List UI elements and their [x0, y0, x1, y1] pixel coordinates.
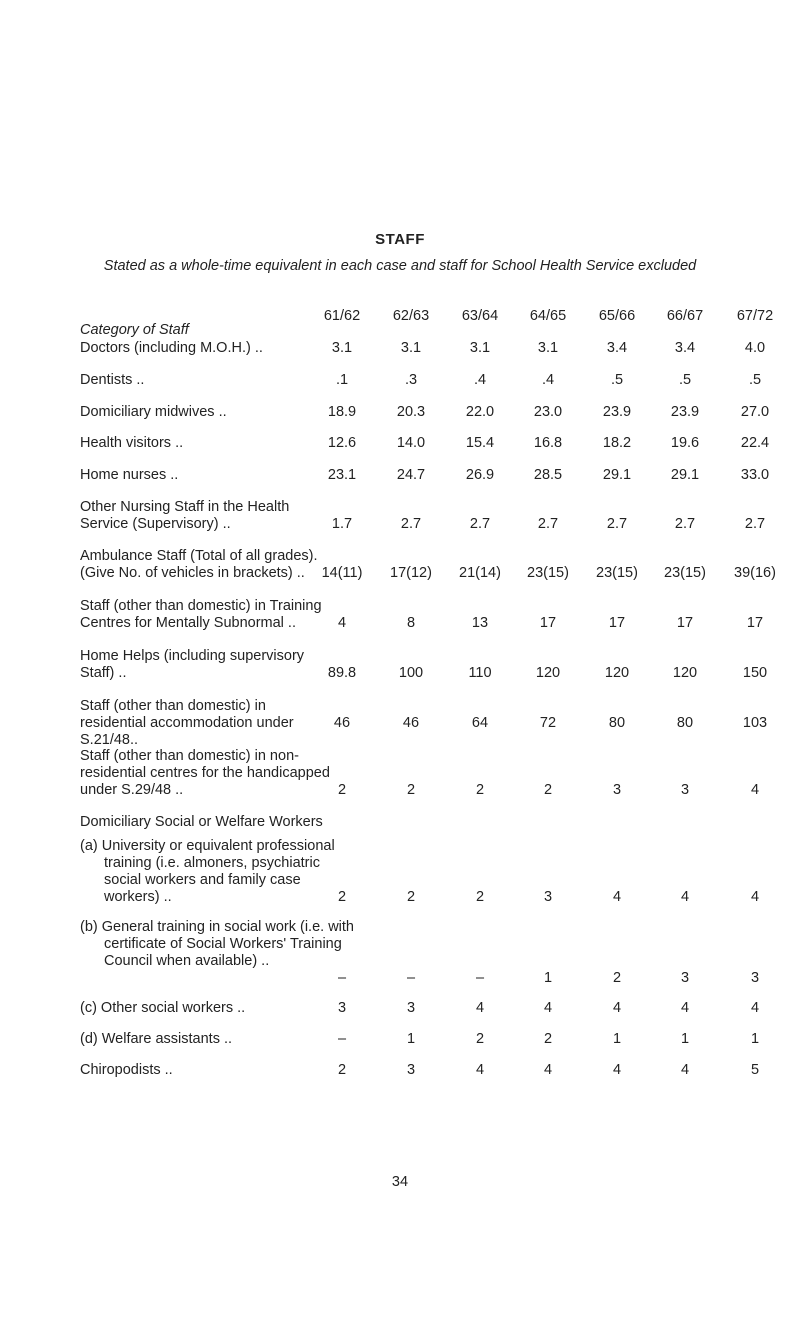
year-header: 62/63: [392, 308, 430, 324]
table-cell: 39(16): [734, 565, 776, 581]
table-cell: 33.0: [740, 467, 770, 483]
year-header: 63/64: [461, 308, 499, 324]
row-label: (a) University or equivalent professional training (i.e. almoners, psychiatric social workers and family case workers) ..: [80, 838, 335, 905]
table-cell: 2.7: [400, 516, 422, 532]
table-cell: 5: [750, 1062, 760, 1078]
table-cell: 23(15): [596, 565, 638, 581]
year-header: 67/72: [736, 308, 774, 324]
table-cell: 14(11): [321, 565, 363, 581]
table-cell: 4.0: [744, 340, 766, 356]
category-header: Category of Staff: [80, 322, 189, 338]
table-cell: 2: [337, 889, 347, 905]
row-label: Domiciliary Social or Welfare Workers: [80, 814, 323, 830]
table-cell: 2: [612, 970, 622, 986]
table-cell: 14.0: [396, 435, 426, 451]
table-cell: 2.7: [744, 516, 766, 532]
table-cell: 2.7: [469, 516, 491, 532]
table-cell: 18.2: [602, 435, 632, 451]
table-cell: 3: [750, 970, 760, 986]
table-cell: 120: [672, 665, 698, 681]
table-cell: 18.9: [327, 404, 357, 420]
row-label: Ambulance Staff (Total of all grades). (Give No. of vehicles in brackets) ..: [80, 548, 318, 581]
table-cell: 23.0: [533, 404, 563, 420]
table-cell: 23.9: [602, 404, 632, 420]
table-cell: 150: [742, 665, 768, 681]
table-cell: 22.0: [465, 404, 495, 420]
page-title: STAFF: [375, 231, 425, 248]
table-cell: 4: [337, 615, 347, 631]
table-cell: 23.1: [327, 467, 357, 483]
row-label: (b) General training in social work (i.e. with certificate of Social Workers' Training Council when available) ..: [80, 919, 354, 969]
table-cell: 4: [612, 1062, 622, 1078]
table-cell: 4: [750, 889, 760, 905]
table-cell: 2: [475, 782, 485, 798]
row-label: Staff (other than domestic) in residential accommodation under S.21/48..: [80, 698, 294, 748]
row-label: Health visitors ..: [80, 435, 184, 451]
table-cell: 4: [680, 889, 690, 905]
table-cell: 12.6: [327, 435, 357, 451]
table-cell: 17(12): [390, 565, 432, 581]
table-cell: .5: [610, 372, 624, 388]
table-cell: –: [337, 1031, 347, 1047]
table-cell: 22.4: [740, 435, 770, 451]
row-label: Dentists ..: [80, 372, 145, 388]
table-cell: 4: [475, 1000, 485, 1016]
table-cell: 3.4: [674, 340, 696, 356]
table-cell: 2: [543, 1031, 553, 1047]
table-cell: 4: [680, 1062, 690, 1078]
table-cell: 2.7: [537, 516, 559, 532]
table-cell: 29.1: [670, 467, 700, 483]
table-cell: 3: [406, 1000, 416, 1016]
table-cell: –: [337, 970, 347, 986]
table-cell: 46: [333, 715, 351, 731]
table-cell: 120: [535, 665, 561, 681]
table-cell: 2: [543, 782, 553, 798]
table-cell: 28.5: [533, 467, 563, 483]
table-cell: 1: [680, 1031, 690, 1047]
table-cell: 27.0: [740, 404, 770, 420]
row-label: Domiciliary midwives ..: [80, 404, 227, 420]
row-label: Chiropodists ..: [80, 1062, 173, 1078]
table-cell: 64: [471, 715, 489, 731]
table-cell: 4: [680, 1000, 690, 1016]
row-label: Staff (other than domestic) in non-residential centres for the handicapped under S.29/48 ..: [80, 748, 330, 798]
table-cell: 3: [543, 889, 553, 905]
year-header: 66/67: [666, 308, 704, 324]
table-cell: 72: [539, 715, 557, 731]
year-header: 61/62: [323, 308, 361, 324]
table-cell: .4: [473, 372, 487, 388]
table-cell: 100: [398, 665, 424, 681]
table-cell: 80: [608, 715, 626, 731]
table-cell: 8: [406, 615, 416, 631]
table-cell: 3: [337, 1000, 347, 1016]
table-cell: 110: [468, 665, 492, 681]
table-cell: 13: [471, 615, 489, 631]
table-cell: 2: [406, 782, 416, 798]
year-header: 65/66: [598, 308, 636, 324]
page-subtitle: Stated as a whole-time equivalent in each case and staff for School Health Service excluded: [103, 258, 697, 274]
table-cell: 4: [543, 1000, 553, 1016]
table-cell: 3.1: [469, 340, 491, 356]
table-cell: 3: [406, 1062, 416, 1078]
table-cell: 103: [742, 715, 768, 731]
row-label: Home nurses ..: [80, 467, 179, 483]
row-label: (d) Welfare assistants ..: [80, 1031, 233, 1047]
table-cell: 15.4: [465, 435, 495, 451]
row-label: Staff (other than domestic) in Training Centres for Mentally Subnormal ..: [80, 598, 322, 631]
table-cell: .1: [335, 372, 349, 388]
table-cell: 23(15): [527, 565, 569, 581]
table-cell: 2: [475, 889, 485, 905]
table-cell: .4: [541, 372, 555, 388]
table-cell: 17: [676, 615, 694, 631]
table-cell: 4: [612, 889, 622, 905]
table-cell: 3.1: [400, 340, 422, 356]
table-cell: 80: [676, 715, 694, 731]
table-cell: 1.7: [331, 516, 353, 532]
table-cell: 29.1: [602, 467, 632, 483]
table-cell: 3: [680, 970, 690, 986]
table-cell: 19.6: [670, 435, 700, 451]
row-label: (c) Other social workers ..: [80, 1000, 246, 1016]
table-cell: 2: [337, 782, 347, 798]
table-cell: 4: [750, 1000, 760, 1016]
table-cell: 1: [612, 1031, 622, 1047]
table-cell: 2: [475, 1031, 485, 1047]
table-cell: 4: [750, 782, 760, 798]
table-cell: 1: [406, 1031, 416, 1047]
table-cell: 21(14): [459, 565, 501, 581]
table-cell: 2: [406, 889, 416, 905]
table-cell: 23(15): [664, 565, 706, 581]
table-cell: 17: [746, 615, 764, 631]
table-cell: 2: [337, 1062, 347, 1078]
table-cell: –: [475, 970, 485, 986]
table-cell: 2.7: [674, 516, 696, 532]
table-cell: .3: [404, 372, 418, 388]
table-cell: –: [406, 970, 416, 986]
table-cell: 3.1: [537, 340, 559, 356]
table-cell: 3.1: [331, 340, 353, 356]
table-cell: 2.7: [606, 516, 628, 532]
table-cell: .5: [748, 372, 762, 388]
table-cell: 20.3: [396, 404, 426, 420]
table-cell: 17: [608, 615, 626, 631]
row-label: Other Nursing Staff in the Health Service (Supervisory) ..: [80, 499, 290, 532]
table-cell: 17: [539, 615, 557, 631]
table-cell: 3: [680, 782, 690, 798]
table-cell: 46: [402, 715, 420, 731]
table-cell: 3.4: [606, 340, 628, 356]
table-cell: 4: [543, 1062, 553, 1078]
table-cell: 120: [604, 665, 630, 681]
table-cell: 24.7: [396, 467, 426, 483]
row-label: Doctors (including M.O.H.) ..: [80, 340, 263, 356]
row-label: Home Helps (including supervisory Staff) ..: [80, 648, 305, 681]
table-cell: .5: [678, 372, 692, 388]
table-cell: 23.9: [670, 404, 700, 420]
table-cell: 1: [543, 970, 553, 986]
table-cell: 4: [612, 1000, 622, 1016]
table-cell: 16.8: [533, 435, 563, 451]
page-number: 34: [391, 1174, 409, 1190]
table-cell: 3: [612, 782, 622, 798]
table-cell: 1: [750, 1031, 760, 1047]
table-cell: 26.9: [465, 467, 495, 483]
year-header: 64/65: [529, 308, 567, 324]
table-cell: 89.8: [327, 665, 357, 681]
table-cell: 4: [475, 1062, 485, 1078]
